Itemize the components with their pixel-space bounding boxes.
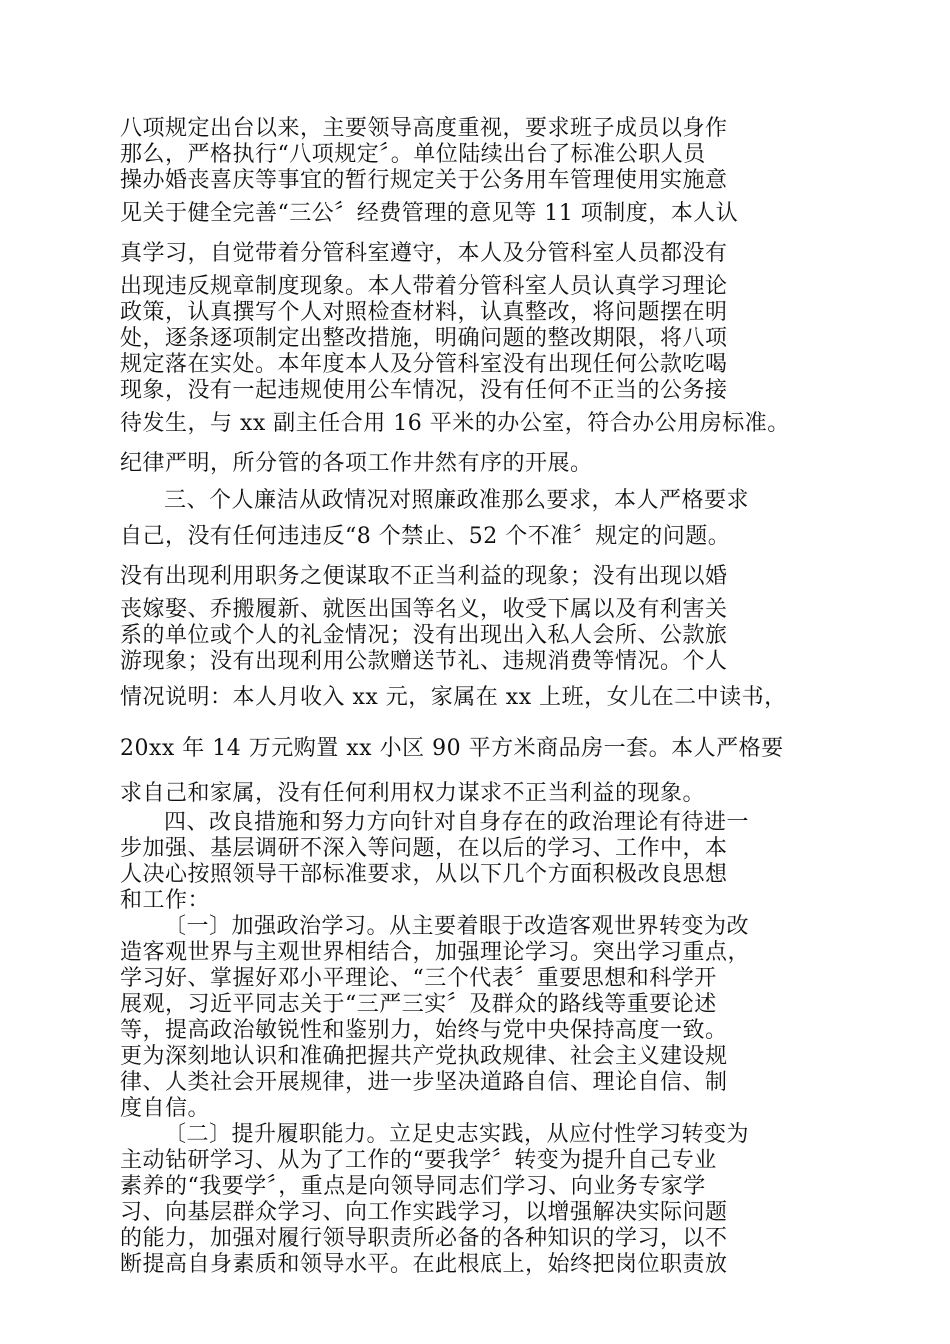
text-line: 纪律严明，所分管的各项工作井然有序的开展。 xyxy=(120,451,593,476)
text-line: 现象，没有一起违规使用公车情况，没有任何不正当的公务接 xyxy=(120,378,728,403)
text-line: 见关于健全完善“三公〞经费管理的意见等 11 项制度，本人认 xyxy=(120,201,739,226)
document-body xyxy=(120,116,840,1278)
paragraph-first-line: 〔一〕加强政治学习。从主要着眼于改造客观世界转变为改 xyxy=(164,914,750,939)
text-line: 和工作： xyxy=(120,888,211,913)
text-line: 那么，严格执行“八项规定〞。单位陆续出台了标准公职人员 xyxy=(120,142,706,167)
text-line: 真学习，自觉带着分管科室遵守，本人及分管科室人员都没有 xyxy=(120,241,728,266)
text-line: 断提高自身素质和领导水平。在此根底上，始终把岗位职责放 xyxy=(120,1252,728,1277)
text-line: 政策，认真撰写个人对照检查材料，认真整改，将问题摆在明 xyxy=(120,300,728,325)
text-line: 情况说明：本人月收入 xx 元，家属在 xx 上班，女儿在二中读书， xyxy=(120,685,787,710)
text-line: 丧嫁娶、乔搬履新、就医出国等名义，收受下属以及有利害关 xyxy=(120,597,728,622)
text-line: 出现违反规章制度现象。本人带着分管科室人员认真学习理论 xyxy=(120,274,728,299)
text-line: 主动钻研学习、从为了工作的“要我学〞转变为提升自己专业 xyxy=(120,1148,717,1173)
text-line: 操办婚丧喜庆等事宜的暂行规定关于公务用车管理使用实施意 xyxy=(120,168,728,193)
text-line: 度自信。 xyxy=(120,1096,211,1121)
text-line: 习、向基层群众学习、向工作实践学习，以增强解决实际问题 xyxy=(120,1200,728,1225)
paragraph-first-line: 四、改良措施和努力方向针对自身存在的政治理论有待进一 xyxy=(164,810,750,835)
text-line: 的能力，加强对履行领导职责所必备的各种知识的学习，以不 xyxy=(120,1226,728,1251)
text-line: 求自己和家属，没有任何利用权力谋求不正当利益的现象。 xyxy=(120,781,706,806)
text-line: 没有出现利用职务之便谋取不正当利益的现象；没有出现以婚 xyxy=(120,564,728,589)
text-line: 人决心按照领导干部标准要求，从以下几个方面积极改良思想 xyxy=(120,862,728,887)
text-line: 展观，习近平同志关于“三严三实〞及群众的路线等重要论述 xyxy=(120,992,717,1017)
text-line: 20xx 年 14 万元购置 xx 小区 90 平方米商品房一套。本人严格要 xyxy=(120,736,784,761)
text-line: 素养的“我要学〞，重点是向领导同志们学习、向业务专家学 xyxy=(120,1174,706,1199)
paragraph-first-line: 〔二〕提升履职能力。立足史志实践，从应付性学习转变为 xyxy=(164,1122,750,1147)
text-line: 八项规定出台以来，主要领导高度重视，要求班子成员以身作 xyxy=(120,116,728,141)
text-line: 造客观世界与主观世界相结合，加强理论学习。突出学习重点， xyxy=(120,940,751,965)
text-line: 待发生，与 xx 副主任合用 16 平米的办公室，符合办公用房标准。 xyxy=(120,411,790,436)
text-line: 系的单位或个人的礼金情况；没有出现出入私人会所、公款旅 xyxy=(120,623,728,648)
text-line: 步加强、基层调研不深入等问题，在以后的学习、工作中，本 xyxy=(120,836,728,861)
text-line: 学习好、掌握好邓小平理论、“三个代表〞重要思想和科学开 xyxy=(120,966,717,991)
text-line: 等，提高政治敏锐性和鉴别力，始终与党中央保持高度一致。 xyxy=(120,1018,728,1043)
text-line: 处，逐条逐项制定出整改措施，明确问题的整改期限，将八项 xyxy=(120,326,728,351)
text-line: 更为深刻地认识和准确把握共产党执政规律、社会主义建设规 xyxy=(120,1044,728,1069)
paragraph-first-line: 三、个人廉洁从政情况对照廉政准那么要求，本人严格要求 xyxy=(164,488,750,513)
text-line: 律、人类社会开展规律，进一步坚决道路自信、理论自信、制 xyxy=(120,1070,728,1095)
text-line: 规定落在实处。本年度本人及分管科室没有出现任何公款吃喝 xyxy=(120,352,728,377)
text-line: 游现象；没有出现利用公款赠送节礼、违规消费等情况。个人 xyxy=(120,649,728,674)
text-line: 自己，没有任何违违反“8 个禁止、52 个不准〞规定的问题。 xyxy=(120,524,731,549)
